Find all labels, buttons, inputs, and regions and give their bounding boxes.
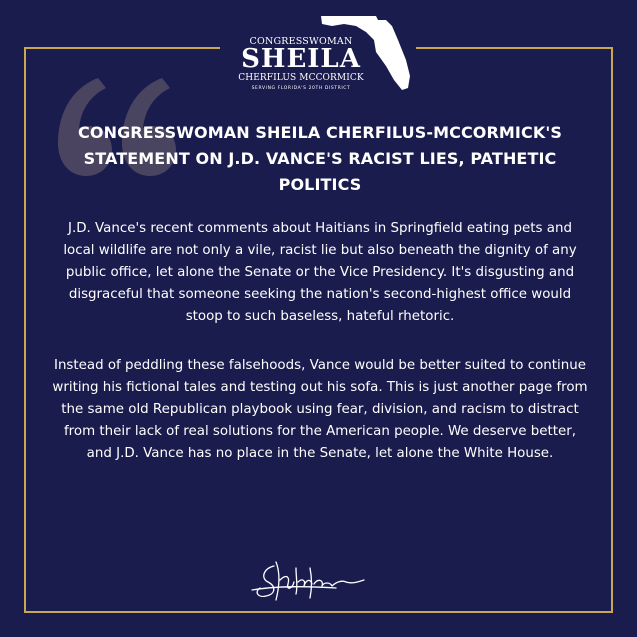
statement-paragraph-1: J.D. Vance's recent comments about Haitians in Springfield eating pets and local wildlife are not only a vile, racist lie but also beneath the dignity of any public office, let alone the Senate or the Vice Presidency. It's disgusting and disgraceful that someone seeking the nation's second-highest office would stoop to such baseless, hateful rhetoric. xyxy=(63,221,577,324)
statement-title: CONGRESSWOMAN SHEILA CHERFILUS-MCCORMICK'S STATEMENT ON J.D. VANCE'S RACIST LIES, PATHETIC POLITICS xyxy=(78,123,562,194)
logo-line-cherfilus-mccormick: CHERFILUS MCCORMICK xyxy=(238,73,364,83)
logo-line-district: SERVING FLORIDA'S 20TH DISTRICT xyxy=(251,86,351,91)
handwritten-signature xyxy=(246,556,376,606)
logo-line-congresswoman: CONGRESSWOMAN xyxy=(249,36,353,47)
logo-line-sheila: SHEILA xyxy=(241,44,361,74)
statement-paragraph-2: Instead of peddling these falsehoods, Vance would be better suited to continue writing his fictional tales and testing out his sofa. This is just another page from the same old Republican playbook using fear, division, and racism to distract from their lack of real solutions for the American people. We deserve better, and J.D. Vance has no place in the Senate, let alone the White House. xyxy=(52,358,588,461)
congresswoman-logo xyxy=(226,10,412,94)
